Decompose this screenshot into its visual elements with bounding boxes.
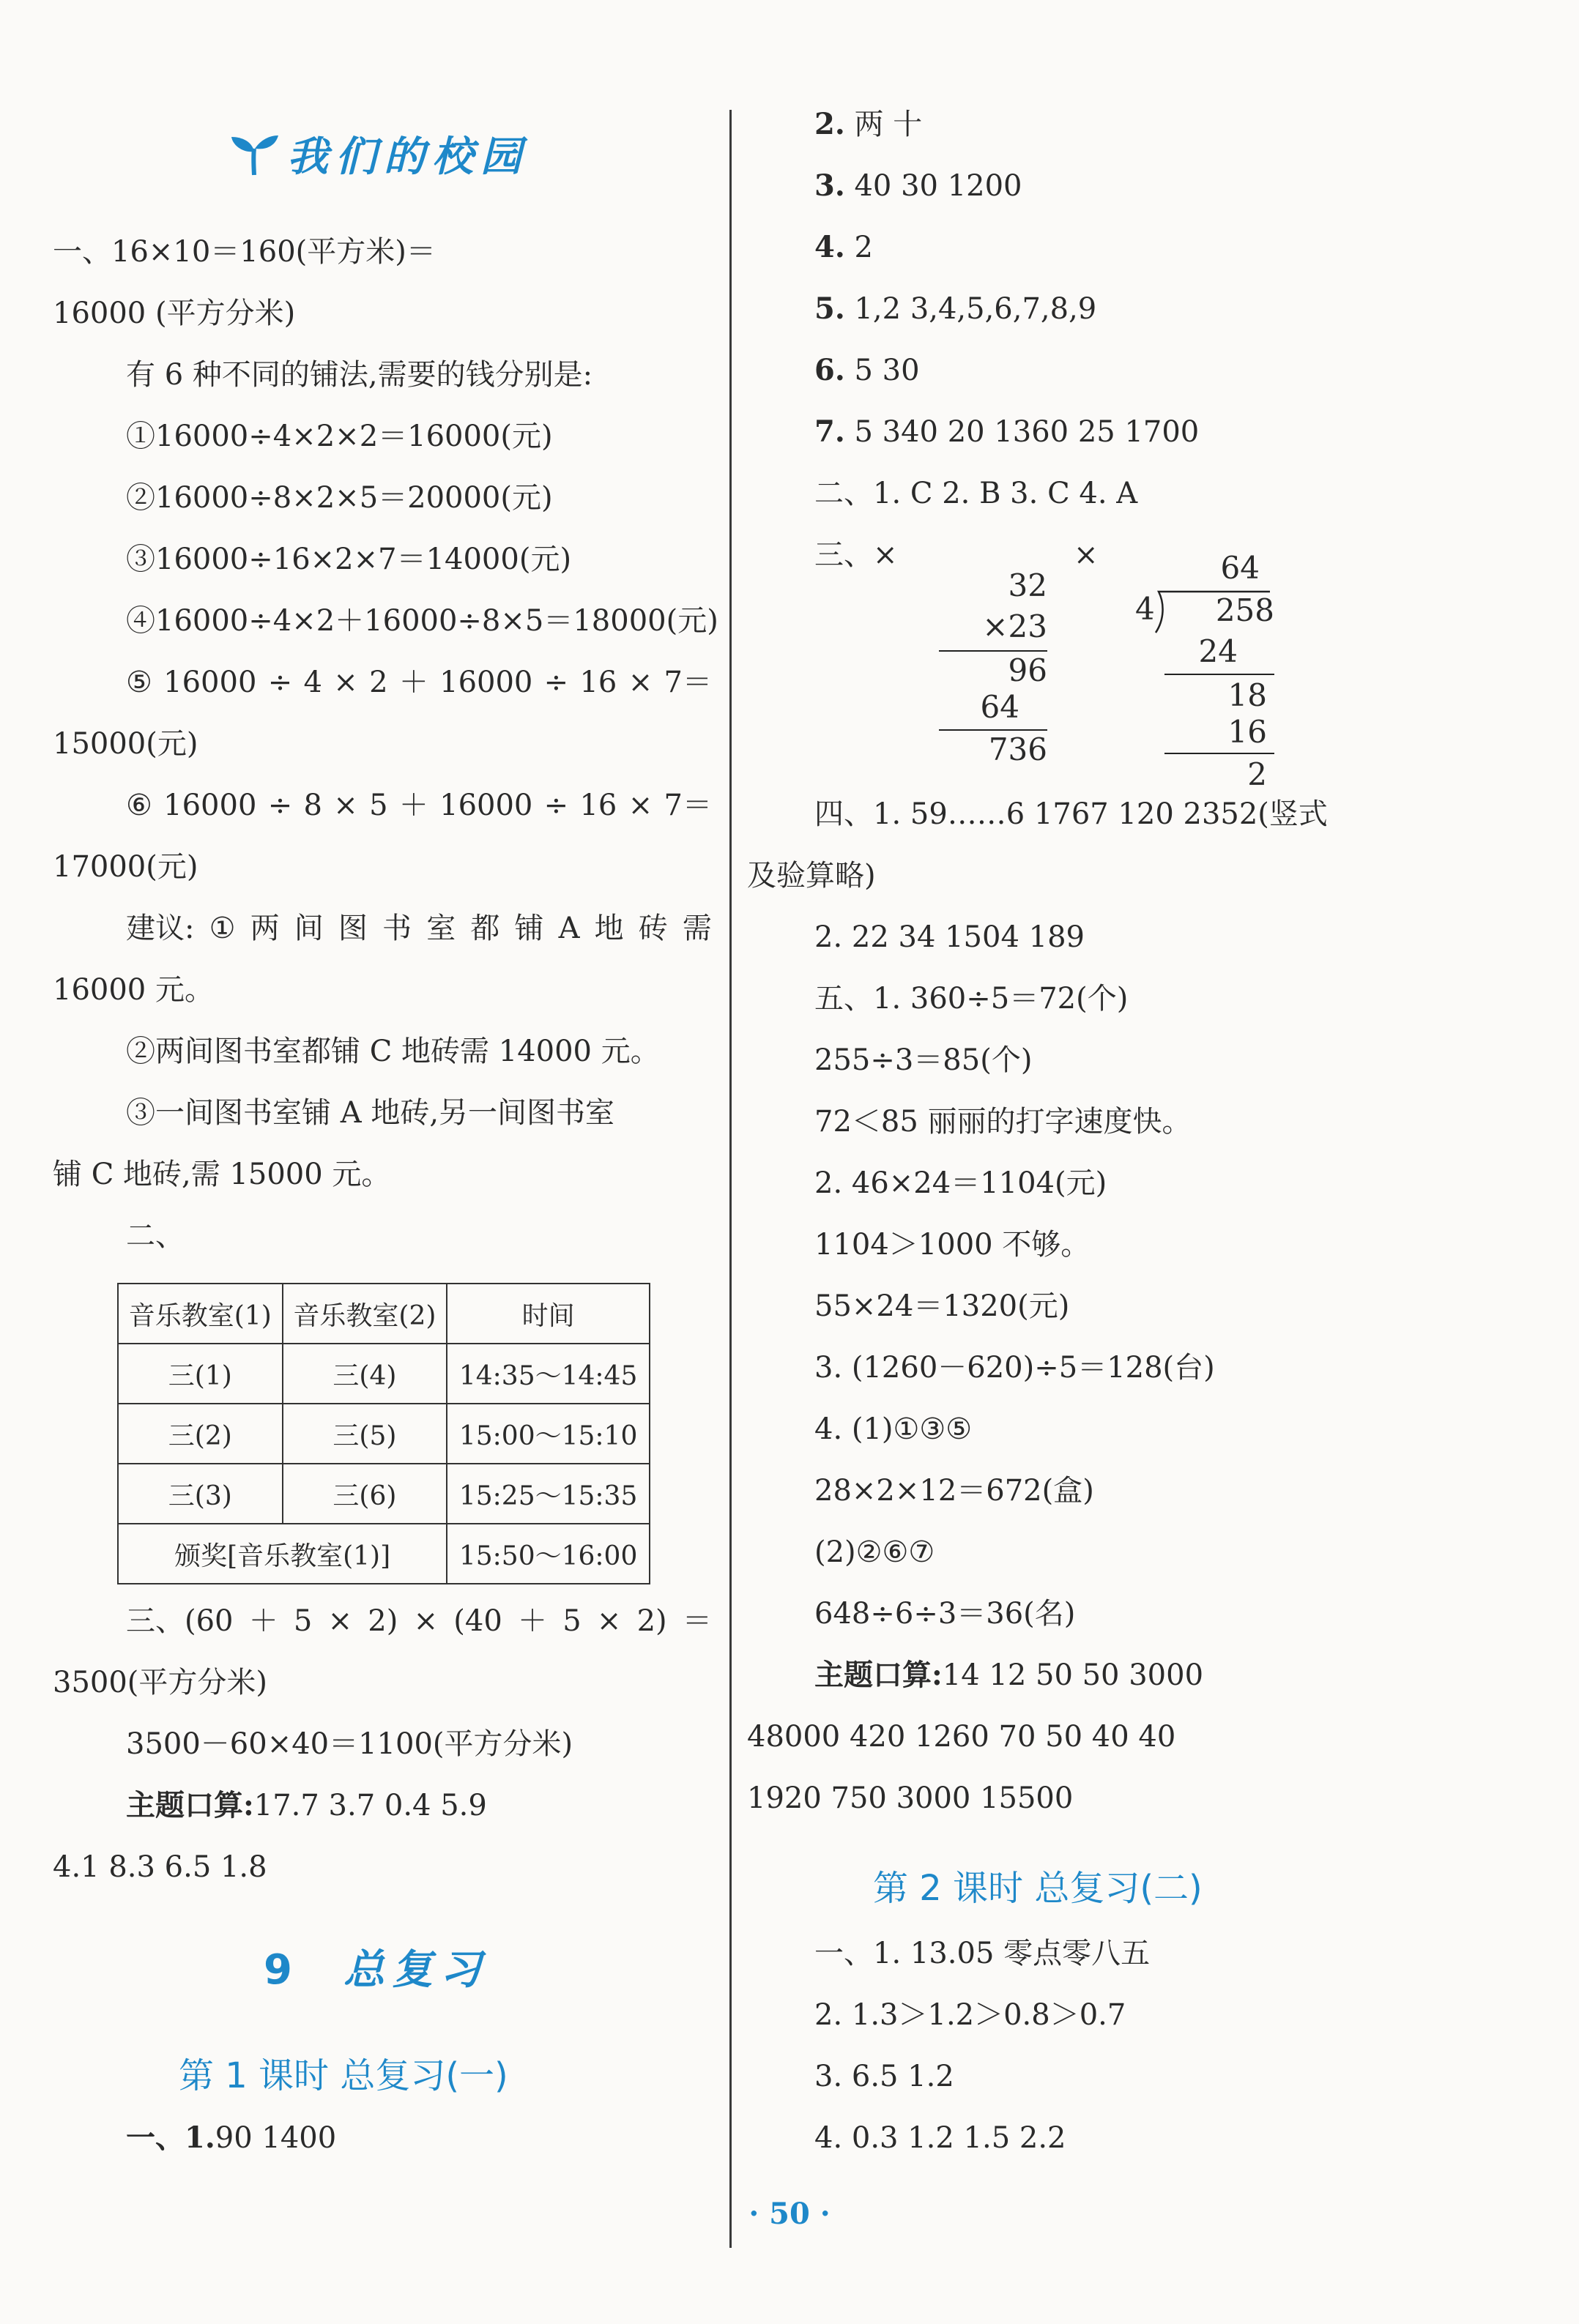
q1-intro: 有 6 种不同的铺法,需要的钱分别是: [126,358,593,392]
table-row [118,1284,650,1344]
q1-cont: 16000 (平方分米) [53,297,296,330]
q1-item-5: ⑤ 16000 ÷ 4 × 2 ＋ 16000 ÷ 16 × 7＝ [126,666,712,699]
lesson-2-line: 一、1. 13.05 零点零八五 [814,1937,1151,1970]
table-cell: 三(3) [118,1464,283,1524]
table-cell: 音乐教室(2) [283,1284,447,1344]
lesson-2-title: 第 2 课时 总复习(二) [873,1868,1203,1909]
part-5-line: (2)②⑥⑦ [814,1535,935,1569]
part-3-mark-2: × [1074,538,1099,572]
table-cell: 三(4) [283,1344,447,1404]
q1-item-4: ④16000÷4×2＋16000÷8×5＝18000(元) [126,604,718,638]
oral-calc-right-2: 48000 420 1260 70 50 40 40 [747,1720,1176,1754]
suggestion-1-cont: 16000 元。 [53,973,214,1007]
table-row [118,1464,650,1524]
table-cell: 音乐教室(1) [118,1284,283,1344]
lesson-1-q1: 一、1.90 1400 [126,2120,337,2155]
part-5-line: 3. (1260－620)÷5＝128(台) [814,1351,1215,1385]
part-5-line: 五、1. 360÷5＝72(个) [814,982,1129,1016]
lesson-2-line: 3. 6.5 1.2 [814,2060,954,2093]
part-4-q2: 2. 22 34 1504 189 [814,920,1085,954]
table-cell: 三(2) [118,1404,283,1464]
table-row [118,1344,650,1404]
part-5-line: 1104＞1000 不够。 [814,1228,1091,1262]
lesson-1-title: 第 1 课时 总复习(一) [179,2055,508,2096]
table-row [118,1404,650,1464]
lesson-2-line: 2. 1.3＞1.2＞0.8＞0.7 [814,1998,1126,2032]
q1-item-3: ③16000÷16×2×7＝14000(元) [126,543,572,576]
oral-calc-right: 主题口算:14 12 50 50 3000 [814,1658,1204,1692]
q1-line: 一、16×10＝160(平方米)＝ [53,235,436,269]
q1-item-6: ⑥ 16000 ÷ 8 × 5 ＋ 16000 ÷ 16 × 7＝ [126,789,712,822]
suggestion-3-cont: 铺 C 地砖,需 15000 元。 [53,1158,391,1191]
suggestion-3: ③一间图书室铺 A 地砖,另一间图书室 [126,1096,615,1130]
part-4-line: 四、1. 59……6 1767 120 2352(竖式 [814,797,1328,831]
answer-line: 5. 1,2 3,4,5,6,7,8,9 [814,291,1097,326]
table-cell: 15:00～15:10 [447,1404,650,1464]
answer-line: 2. 两 十 [814,107,923,141]
lesson-2-line: 4. 0.3 1.2 1.5 2.2 [814,2121,1066,2155]
sprout-icon [229,133,280,187]
table-cell: 15:50～16:00 [447,1524,650,1584]
suggestion-1: 建议: ① 两 间 图 书 室 都 铺 A 地 砖 需 [126,912,712,945]
part-5-line: 4. (1)①③⑤ [814,1412,973,1446]
part-5-line: 2. 46×24＝1104(元) [814,1166,1107,1200]
part-4-cont: 及验算略) [747,859,876,893]
table-cell: 时间 [447,1284,650,1344]
oral-calc-left: 主题口算:17.7 3.7 0.4 5.9 [126,1788,487,1822]
table-cell: 14:35～14:45 [447,1344,650,1404]
table-cell: 15:25～15:35 [447,1464,650,1524]
q1-item-5-cont: 15000(元) [53,727,198,761]
table-row [118,1524,650,1584]
oral-calc-left-cont: 4.1 8.3 6.5 1.8 [53,1850,267,1884]
part-5-line: 55×24＝1320(元) [814,1289,1070,1323]
part-5-line: 72＜85 丽丽的打字速度快。 [814,1105,1192,1139]
q1-item-1: ①16000÷4×2×2＝16000(元) [126,420,553,453]
section-title: 我们的校园 [229,124,529,187]
part-3-label: 三、× [814,538,898,572]
q1-item-2: ②16000÷8×2×5＝20000(元) [126,481,553,515]
chapter-heading: 9 总复习 [264,1946,488,1994]
answer-line: 3. 40 30 1200 [814,168,1022,203]
q1-item-6-cont: 17000(元) [53,850,198,884]
answer-line: 4. 2 [814,230,873,264]
part-5-line: 255÷3＝85(个) [814,1043,1033,1077]
table-cell: 三(5) [283,1404,447,1464]
schedule-table [117,1283,650,1584]
part-3-line: 三、(60 ＋ 5 × 2) × (40 ＋ 5 × 2) ＝ [126,1604,712,1638]
suggestion-2: ②两间图书室都铺 C 地砖需 14000 元。 [126,1035,660,1068]
page-number: · 50 · [748,2197,831,2231]
table-cell: 三(6) [283,1464,447,1524]
answer-line: 7. 5 340 20 1360 25 1700 [814,414,1200,449]
table-cell: 三(1) [118,1344,283,1404]
part-5-line: 28×2×12＝672(盒) [814,1474,1094,1508]
part-3-cont: 3500(平方分米) [53,1666,268,1699]
part-3-b: 3500－60×40＝1100(平方分米) [126,1727,573,1761]
column-divider [729,110,732,2248]
part-5-line: 648÷6÷3＝36(名) [814,1597,1076,1631]
part-2-answers: 二、1. C 2. B 3. C 4. A [814,477,1138,510]
table-cell: 颁奖[音乐教室(1)] [118,1524,447,1584]
oral-calc-right-3: 1920 750 3000 15500 [747,1781,1074,1815]
part-2-label: 二、 [126,1219,185,1253]
answer-line: 6. 5 30 [814,353,920,387]
